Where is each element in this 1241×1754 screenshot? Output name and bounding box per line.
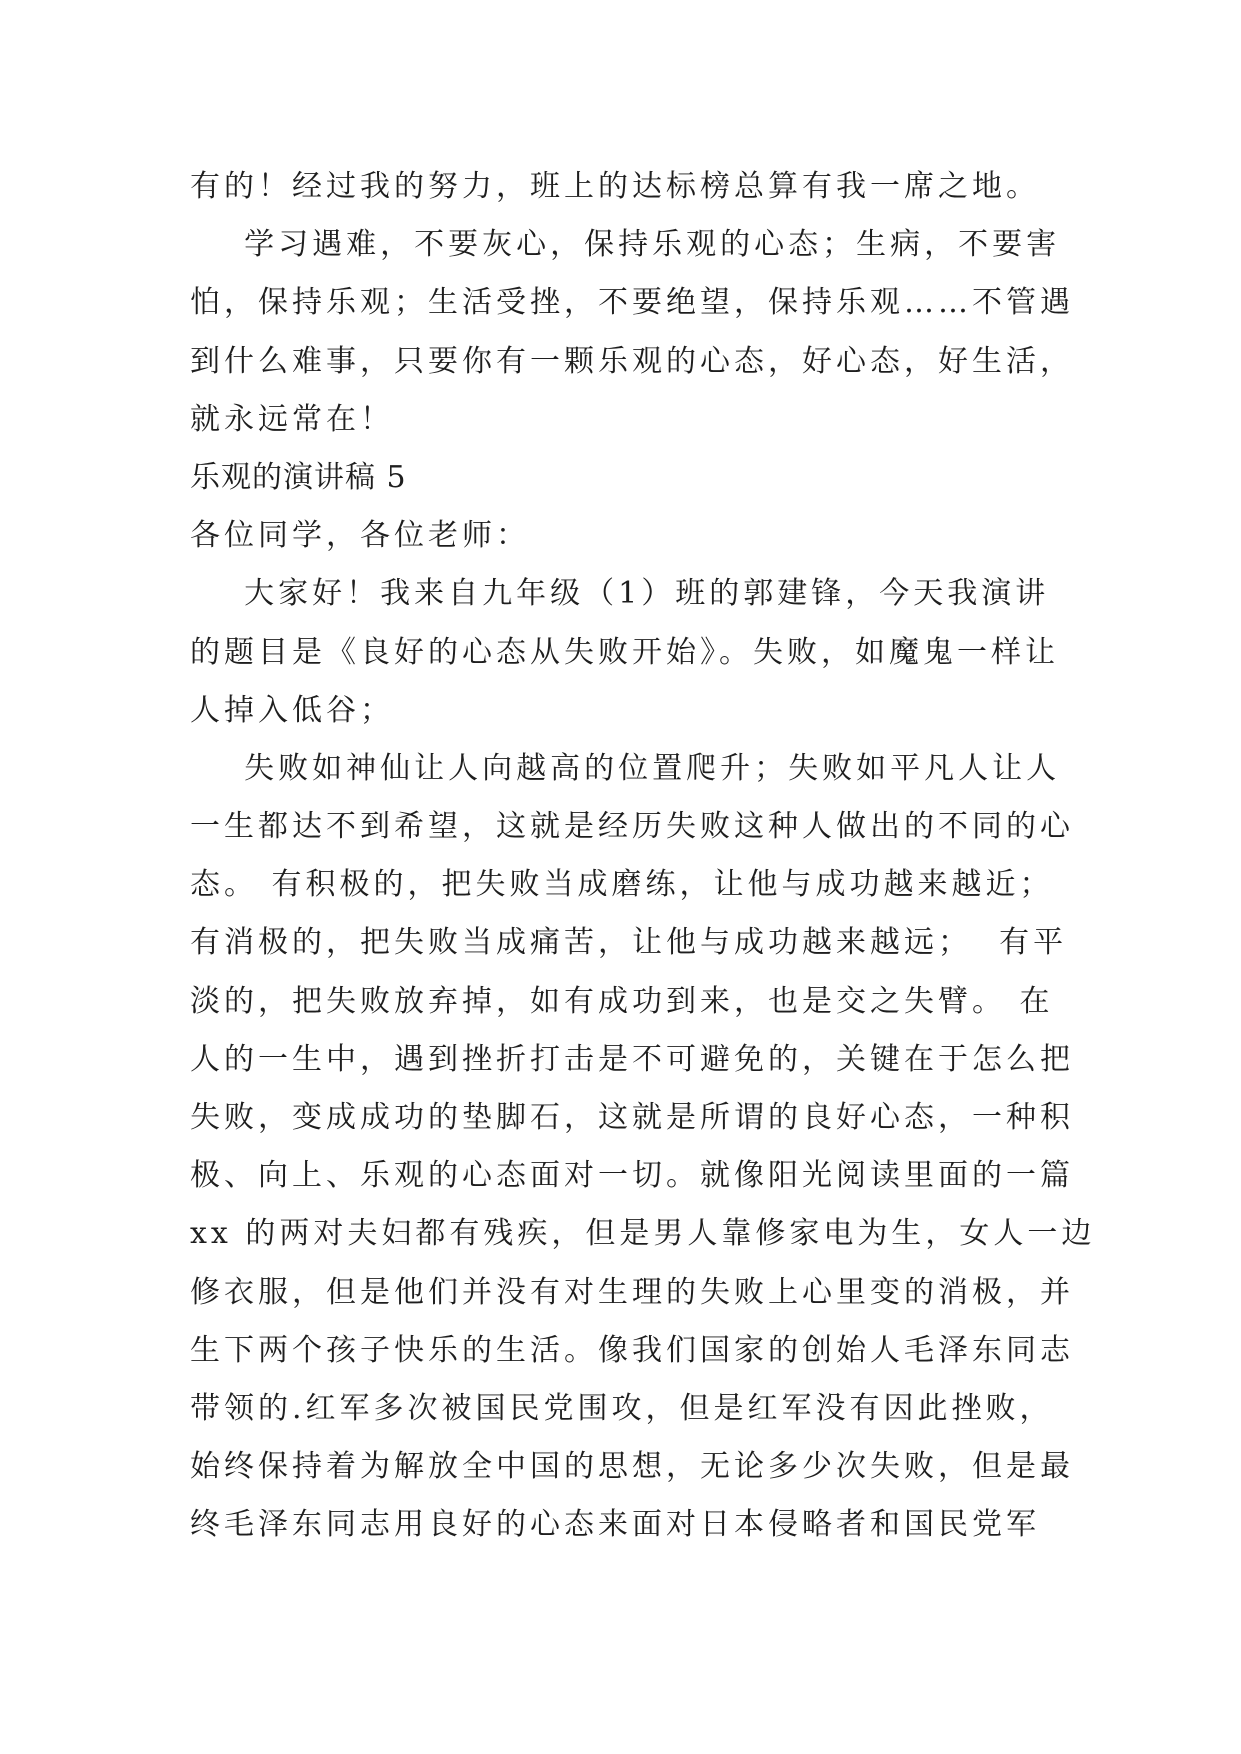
document-body (190, 158, 1096, 1555)
text-line: 到什么难事，只要你有一颗乐观的心态，好心态，好生活， (190, 343, 1074, 379)
text-line: 大家好！我来自九年级（1）班的郭建锋，今天我演讲 (190, 576, 1050, 612)
text-line: 有的！经过我的努力，班上的达标榜总算有我一席之地。 (190, 169, 1040, 204)
text-line: 人掉入低谷； (190, 692, 394, 728)
text-line: 怕，保持乐观；生活受挫，不要绝望，保持乐观……不管遇 (190, 285, 1074, 321)
text-line: 失败，变成成功的垫脚石，这就是所谓的良好心态，一种积 (190, 1100, 1074, 1135)
salutation-line: 各位同学，各位老师： (190, 518, 530, 554)
text-line: 淡的，把失败放弃掉，如有成功到来，也是交之失臂。 在 (190, 983, 1054, 1019)
text-line: 学习遇难，不要灰心，保持乐观的心态；生病，不要害 (190, 227, 1061, 263)
text-line: 一生都达不到希望，这就是经历失败这种人做出的不同的心 (190, 809, 1074, 845)
text-line: xx 的两对夫妇都有残疾，但是男人靠修家电为生，女人一边 (190, 1216, 1096, 1252)
text-line: 就永远常在！ (190, 401, 394, 437)
text-line: 态。 有积极的，把失败当成磨练，让他与成功越来越近； (190, 867, 1054, 903)
text-line: 生下两个孩子快乐的生活。像我们国家的创始人毛泽东同志 (190, 1332, 1074, 1368)
text-line: 的题目是《良好的心态从失败开始》。失败，如魔鬼一样让 (190, 634, 1059, 670)
text-line: 极、向上、乐观的心态面对一切。就像阳光阅读里面的一篇 (190, 1158, 1074, 1194)
text-line: 失败如神仙让人向越高的位置爬升；失败如平凡人让人 (190, 750, 1061, 786)
text-line: 有消极的，把失败当成痛苦，让他与成功越来越远； 有平 (190, 925, 1068, 961)
text-line: 始终保持着为解放全中国的思想，无论多少次失败，但是最 (190, 1449, 1074, 1485)
text-line: 终毛泽东同志用良好的心态来面对日本侵略者和国民党军 (190, 1507, 1040, 1543)
section-title: 乐观的演讲稿 5 (190, 459, 407, 495)
text-line: 带领的.红军多次被国民党围攻，但是红军没有因此挫败， (190, 1390, 1054, 1426)
text-line: 人的一生中，遇到挫折打击是不可避免的，关键在于怎么把 (190, 1041, 1074, 1077)
text-line: 修衣服，但是他们并没有对生理的失败上心里变的消极，并 (190, 1274, 1074, 1310)
